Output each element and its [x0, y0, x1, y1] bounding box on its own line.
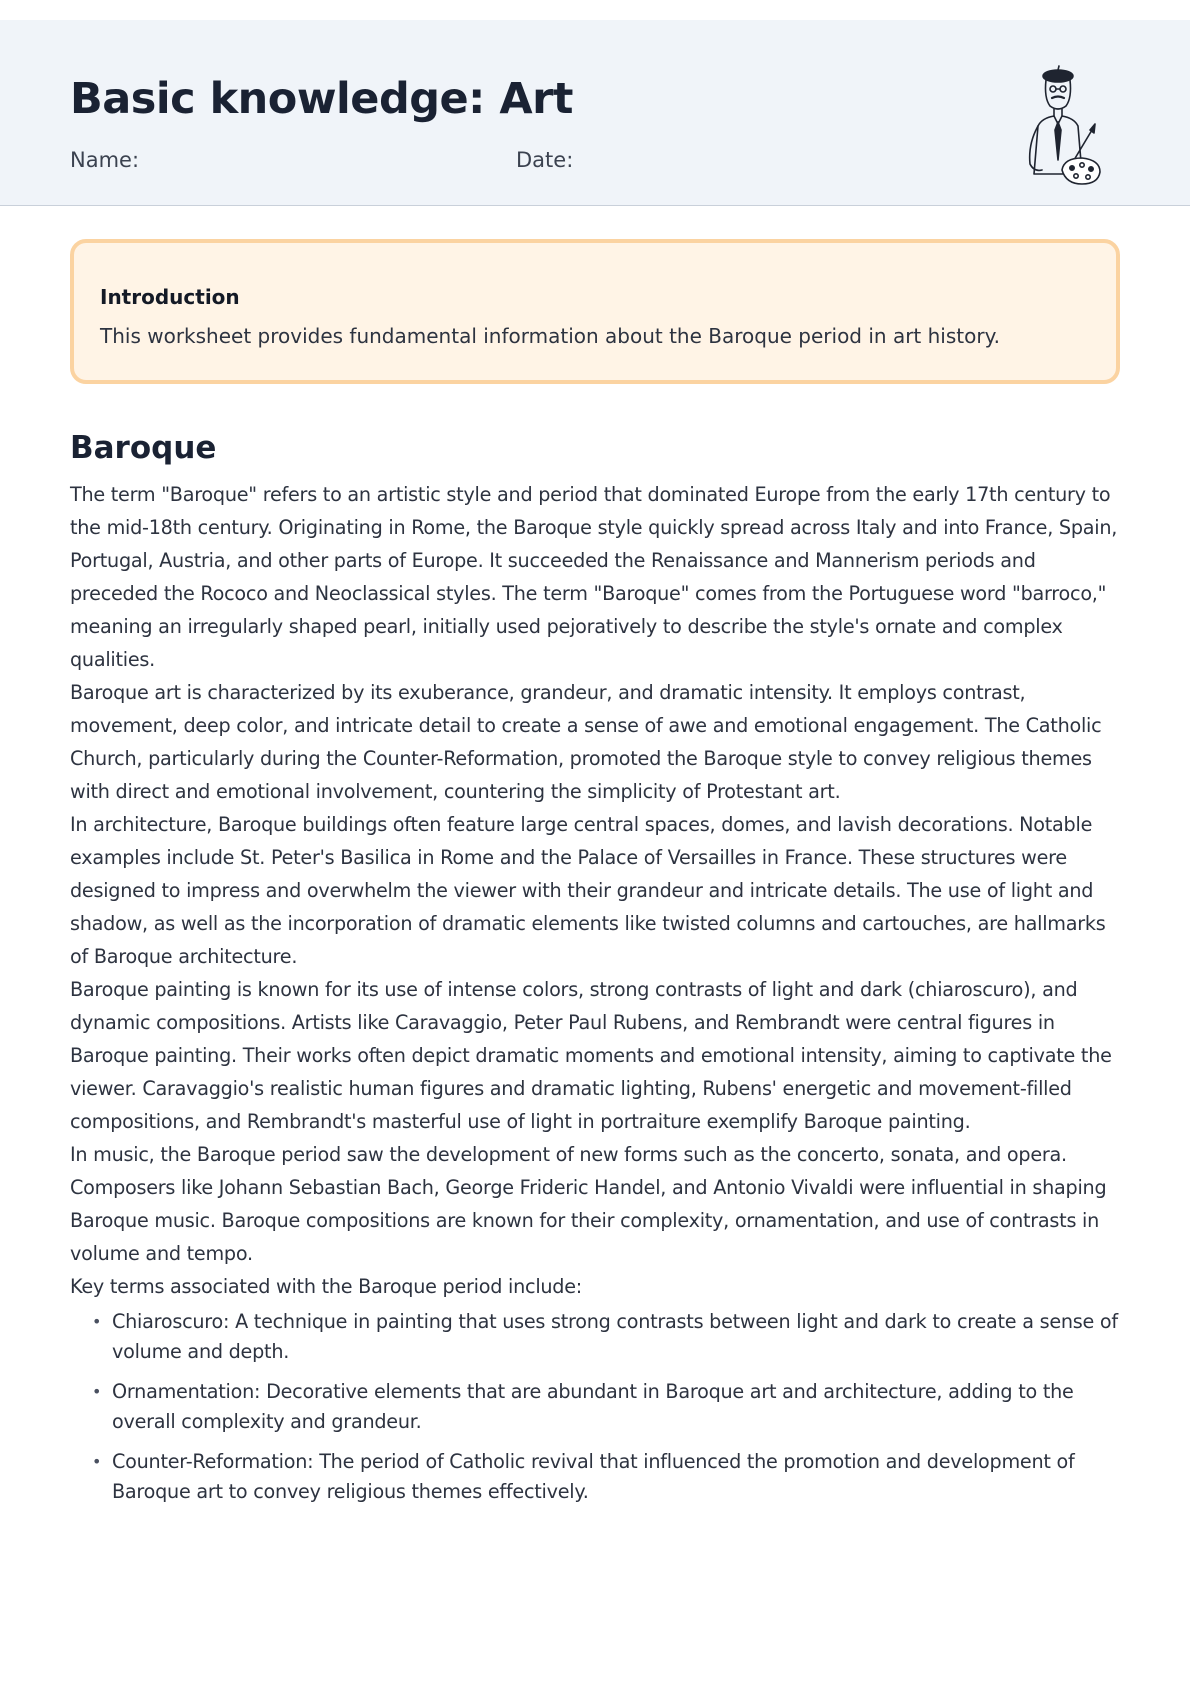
paragraph-painting: Baroque painting is known for its use of intense colors, strong contrasts of light and dark (chiaroscuro), and dynamic compositions. Artists like Caravaggio, Peter Paul Rubens, and Rembrandt were central figures in Baroque painting. Their works often depict dramatic moments and emotional intensity, aiming to captivate the viewer. Caravaggio's realistic human figures and dramatic lighting, Rubens' energetic and movement-filled compositions, and Rembrandt's masterful use of light in portraiture exemplify Baroque painting. — [70, 978, 1112, 1133]
painter-artist-icon — [1012, 64, 1102, 194]
section-heading: Baroque — [70, 430, 217, 466]
bullet-icon: • — [92, 1312, 102, 1331]
key-term-ornamentation: Ornamentation: Decorative elements that are abundant in Baroque art and architecture, adding to the overall complexity and grandeur. — [112, 1380, 1074, 1433]
name-label: Name: — [70, 148, 140, 172]
key-term-chiaroscuro: Chiaroscuro: A technique in painting that uses strong contrasts between light and dark to create a sense of volume and depth. — [112, 1310, 1118, 1363]
introduction-box — [70, 239, 1120, 384]
introduction-heading: Introduction — [100, 285, 240, 309]
paragraph-characteristics: Baroque art is characterized by its exuberance, grandeur, and dramatic intensity. It employs contrast, movement, deep color, and intricate detail to create a sense of awe and emotional engagement. The Catholic Church, particularly during the Counter-Reformation, promoted the Baroque style to convey religious themes with direct and emotional involvement, countering the simplicity of Protestant art. — [70, 681, 1102, 803]
bullet-icon: • — [92, 1382, 102, 1401]
page-title: Basic knowledge: Art — [70, 74, 573, 124]
paragraph-definition: The term "Baroque" refers to an artistic style and period that dominated Europe from the early 17th century to the mid-18th century. Originating in Rome, the Baroque style quickly spread across Italy and into France, Spain, Portugal, Austria, and other parts of Europe. It succeeded the Renaissance and Mannerism periods and preceded the Rococo and Neoclassical styles. The term "Baroque" comes from the Portuguese word "barroco," meaning an irregularly shaped pearl, initially used pejoratively to describe the style's ornate and complex qualities. — [70, 483, 1118, 671]
paragraph-key-terms-intro: Key terms associated with the Baroque period include: — [70, 1275, 583, 1298]
introduction-text: This worksheet provides fundamental information about the Baroque period in art history. — [100, 324, 1000, 348]
bullet-icon: • — [92, 1452, 102, 1471]
paragraph-music: In music, the Baroque period saw the development of new forms such as the concerto, sonata, and opera. Composers like Johann Sebastian Bach, George Frideric Handel, and Antonio Vivaldi were influential in shaping Baroque music. Baroque compositions are known for their complexity, ornamentation, and use of contrasts in volume and tempo. — [70, 1143, 1107, 1265]
date-label: Date: — [516, 148, 574, 172]
list-item — [92, 1377, 1122, 1437]
baroque-section — [70, 430, 1122, 1517]
list-item — [92, 1447, 1122, 1507]
key-term-counter-reformation: Counter-Reformation: The period of Catholic revival that influenced the promotion and development of Baroque art to convey religious themes effectively. — [112, 1450, 1075, 1503]
worksheet-header — [0, 20, 1190, 206]
list-item — [92, 1307, 1122, 1367]
key-terms-list — [70, 1307, 1122, 1507]
paragraph-architecture: In architecture, Baroque buildings often feature large central spaces, domes, and lavish decorations. Notable examples include St. Peter's Basilica in Rome and the Palace of Versailles in France. These structures were designed to impress and overwhelm the viewer with their grandeur and intricate details. The use of light and shadow, as well as the incorporation of dramatic elements like twisted columns and cartouches, are hallmarks of Baroque architecture. — [70, 813, 1106, 968]
